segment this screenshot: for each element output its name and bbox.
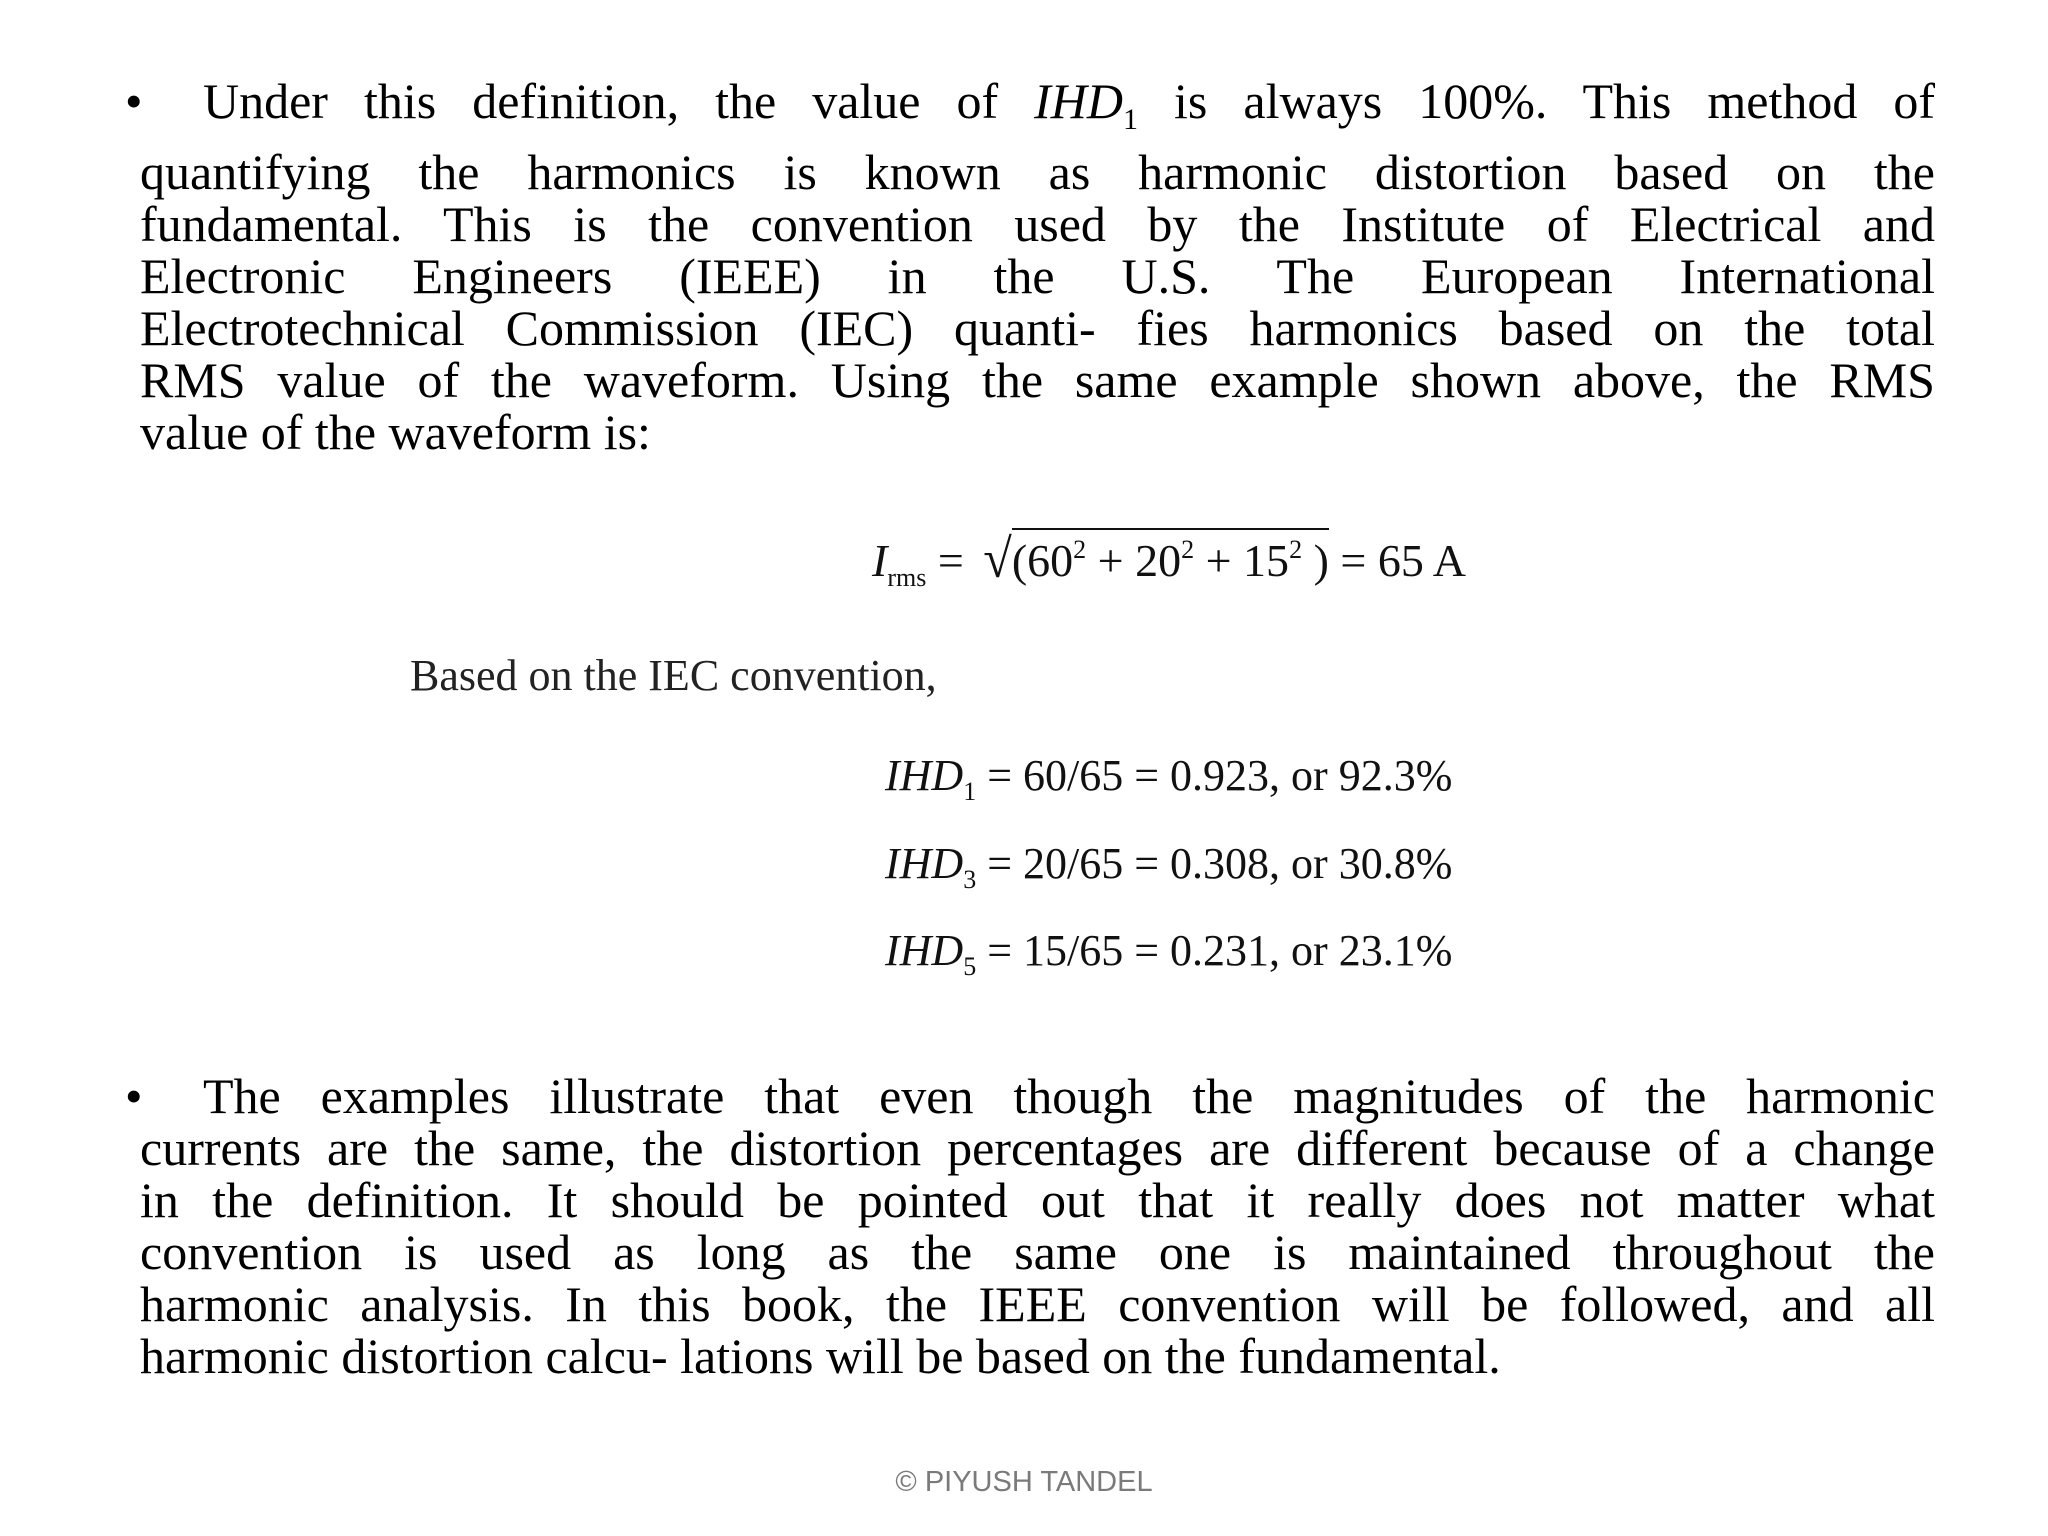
exponent: 2: [1181, 535, 1195, 564]
radicand-term: ): [1302, 535, 1329, 586]
ihd1-equation: [885, 750, 1452, 807]
ihd5-equation: [885, 925, 1452, 982]
text-run: is always 100%. This method of: [1138, 73, 1935, 129]
radical-icon: √: [983, 529, 1012, 590]
paragraph-line: harmonic distortion calcu- lations will be based on the fundamental.: [140, 1328, 1501, 1384]
square-root: [975, 530, 1329, 589]
iec-convention-label: Based on the IEC convention,: [410, 651, 937, 700]
paragraph-line: [125, 1070, 1935, 1122]
paragraph-line: currents are the same, the distortion percentages are different because of a change: [140, 1120, 1935, 1176]
ihd-variable: IHD: [885, 926, 964, 975]
paragraph-line: value of the waveform is:: [140, 404, 651, 460]
ihd-variable: IHD: [1034, 73, 1124, 129]
bullet-icon: •: [125, 1068, 143, 1124]
paragraph-line: Electronic Engineers (IEEE) in the U.S. The European International: [140, 248, 1935, 304]
rms-subscript: rms: [887, 563, 927, 592]
paragraph-line: Electrotechnical Commission (IEC) quanti- fies harmonics based on the total: [140, 300, 1935, 356]
rms-result: = 65 A: [1328, 535, 1467, 586]
rms-equation: [872, 530, 1466, 593]
paragraph-line: fundamental. This is the convention used by the Institute of Electrical and: [140, 196, 1935, 252]
radicand-term: + 15: [1194, 535, 1290, 586]
radicand-term: + 20: [1086, 535, 1182, 586]
paragraph-line: [125, 75, 1935, 146]
text-run: Under this definition, the value of: [203, 73, 1035, 129]
paragraph-line: convention is used as long as the same one is maintained throughout the: [140, 1224, 1935, 1280]
equals-sign: =: [926, 535, 976, 586]
bullet-icon: •: [125, 73, 143, 129]
ihd-variable: IHD: [885, 751, 964, 800]
ihd-subscript: 3: [963, 865, 977, 894]
ihd-subscript: 1: [963, 777, 977, 806]
exponent: 2: [1289, 535, 1303, 564]
exponent: 2: [1073, 535, 1087, 564]
ihd-expression: = 20/65 = 0.308, or 30.8%: [987, 839, 1453, 888]
radicand: [1012, 528, 1329, 587]
paragraph-line: in the definition. It should be pointed out that it really does not matter what: [140, 1172, 1935, 1228]
ihd-subscript: 5: [963, 952, 977, 981]
radicand-term: (60: [1011, 535, 1074, 586]
paragraph-ieee-convention: [125, 75, 1935, 458]
paragraph-line: harmonic analysis. In this book, the IEEE convention will be followed, and all: [140, 1276, 1935, 1332]
ihd-subscript: 1: [1123, 103, 1139, 136]
ihd-expression: = 15/65 = 0.231, or 23.1%: [987, 926, 1453, 975]
text-run: The examples illustrate that even though the magnitudes of the harmonic: [203, 1068, 1935, 1124]
paragraph-convention-summary: [125, 1070, 1935, 1382]
rms-variable: I: [872, 535, 888, 586]
copyright-footer: © PIYUSH TANDEL: [895, 1466, 1153, 1498]
ihd-expression: = 60/65 = 0.923, or 92.3%: [987, 751, 1453, 800]
ihd3-equation: [885, 838, 1452, 895]
paragraph-line: RMS value of the waveform. Using the same example shown above, the RMS: [140, 352, 1935, 408]
ihd-variable: IHD: [885, 839, 964, 888]
paragraph-line: quantifying the harmonics is known as harmonic distortion based on the: [140, 144, 1935, 200]
